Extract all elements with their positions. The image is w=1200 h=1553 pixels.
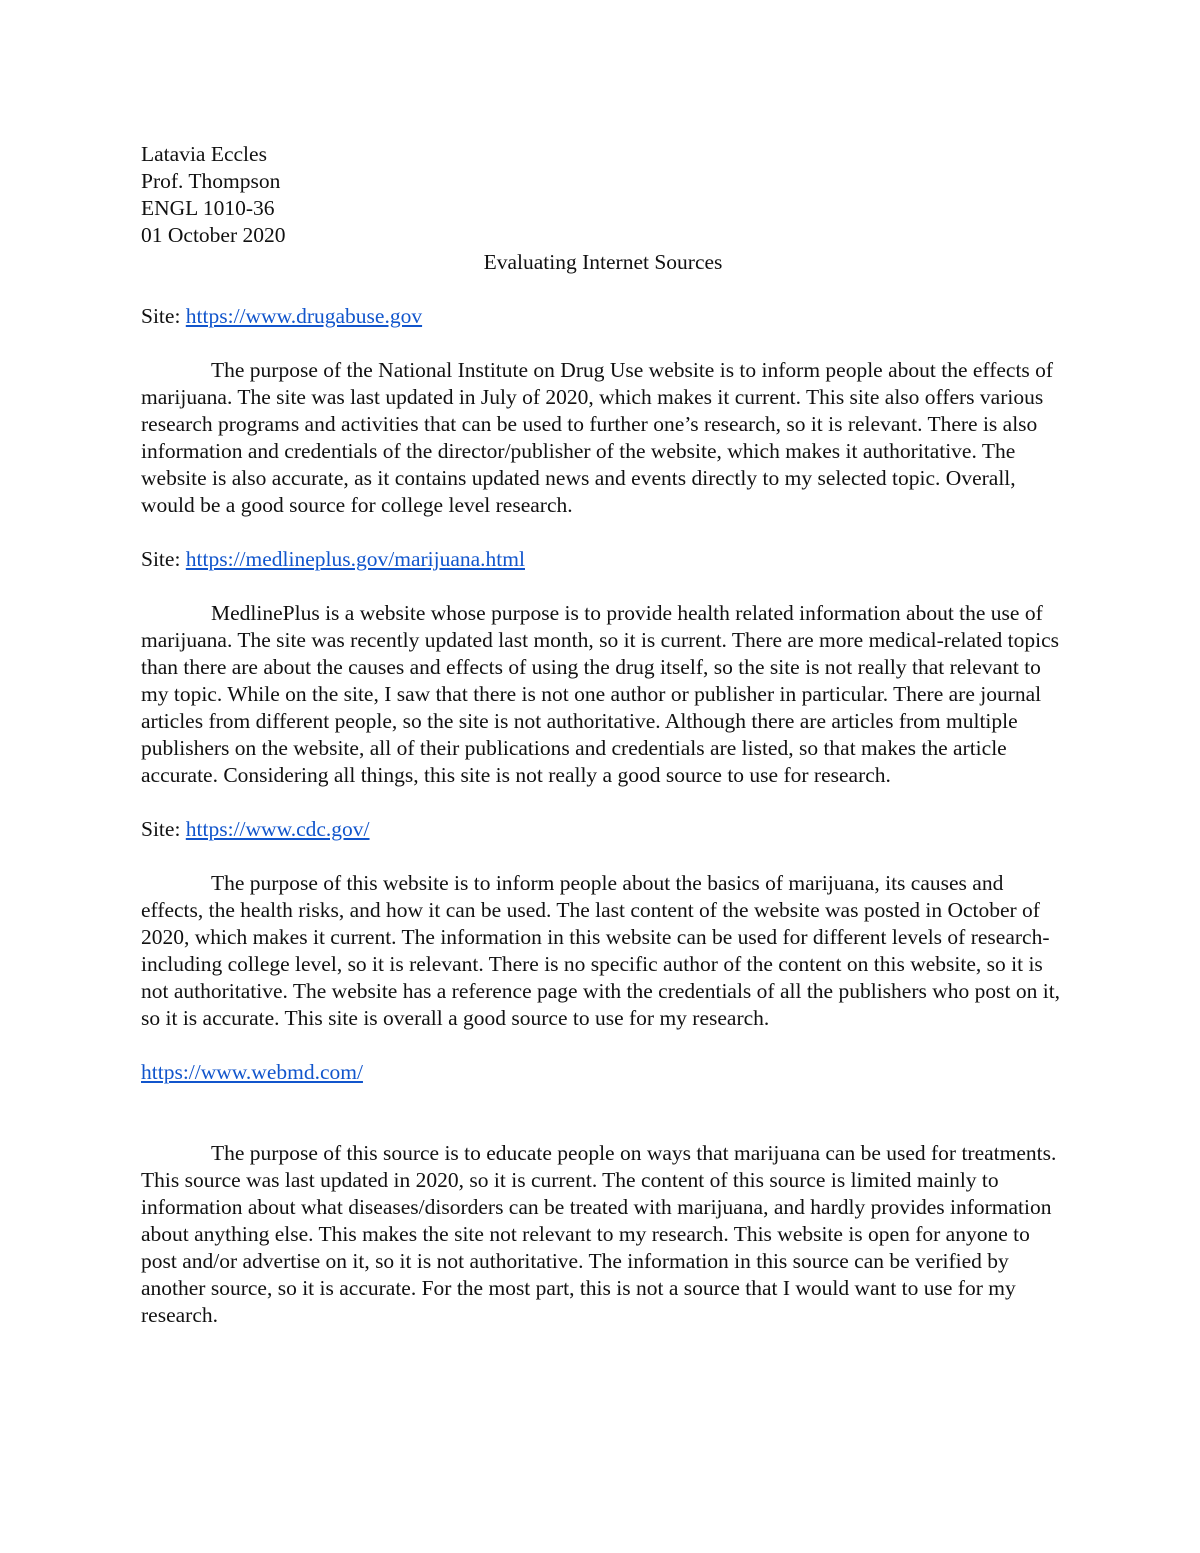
document-title: Evaluating Internet Sources bbox=[483, 250, 723, 274]
site-label: Site: bbox=[141, 304, 186, 328]
site-line-drugabuse bbox=[141, 303, 1065, 330]
spacer bbox=[141, 276, 1065, 303]
spacer bbox=[141, 1086, 1065, 1113]
site-label: Site: bbox=[141, 817, 186, 841]
cdc-link[interactable]: https://www.cdc.gov/ bbox=[185, 817, 370, 841]
drugabuse-link[interactable]: https://www.drugabuse.gov bbox=[185, 304, 423, 328]
spacer bbox=[141, 1032, 1065, 1059]
document-body bbox=[141, 141, 1065, 1329]
site-label: Site: bbox=[141, 547, 186, 571]
webmd-paragraph: The purpose of this source is to educate people on ways that marijuana can be used for treatments. This source was last updated in 2020, so it is current. The content of this source is limited mainly to information about what diseases/disorders can be treated with marijuana, and hardly provides information about anything else. This makes the site not relevant to my research. This website is open for anyone to post and/or advertise on it, so it is not authoritative. The information in this source can be verified by another source, so it is accurate. For the most part, this is not a source that I would want to use for my research. bbox=[141, 1141, 1057, 1327]
site-line-cdc bbox=[141, 816, 1065, 843]
spacer bbox=[141, 519, 1065, 546]
site-line-webmd bbox=[141, 1059, 1065, 1086]
medlineplus-paragraph: MedlinePlus is a website whose purpose is to provide health related information about the use of marijuana. The site was recently updated last month, so it is current. There are more medical-related topics than there are about the causes and effects of using the drug itself, so the site is not really that relevant to my topic. While on the site, I saw that there is not one author or publisher in particular. There are journal articles from different people, so the site is not authoritative. Although there are articles from multiple publishers on the website, all of their publications and credentials are listed, so that makes the article accurate. Considering all things, this site is not really a good source to use for research. bbox=[141, 601, 1060, 787]
spacer bbox=[141, 1113, 1065, 1140]
document-date: 01 October 2020 bbox=[141, 223, 286, 247]
drugabuse-paragraph: The purpose of the National Institute on Drug Use website is to inform people about the effects of marijuana. The site was last updated in July of 2020, which makes it current. This site also offers various research programs and activities that can be used to further one’s research, so it is relevant. There is also information and credentials of the director/publisher of the website, which makes it authoritative. The website is also accurate, as it contains updated news and events directly to my selected topic. Overall, would be a good source for college level research. bbox=[141, 358, 1054, 517]
author-name: Latavia Eccles bbox=[141, 142, 267, 166]
spacer bbox=[141, 573, 1065, 600]
course-code: ENGL 1010-36 bbox=[141, 196, 275, 220]
webmd-link[interactable]: https://www.webmd.com/ bbox=[141, 1060, 363, 1084]
spacer bbox=[141, 843, 1065, 870]
spacer bbox=[141, 330, 1065, 357]
site-line-medlineplus bbox=[141, 546, 1065, 573]
medlineplus-link[interactable]: https://medlineplus.gov/marijuana.html bbox=[185, 547, 525, 571]
instructor-name: Prof. Thompson bbox=[141, 169, 281, 193]
spacer bbox=[141, 789, 1065, 816]
cdc-paragraph: The purpose of this website is to inform people about the basics of marijuana, its causes and effects, the health risks, and how it can be used. The last content of the website was posted in October of 2020, which makes it current. The information in this website can be used for different levels of research-including college level, so it is relevant. There is no specific author of the content on this website, so it is not authoritative. The website has a reference page with the credentials of all the publishers who post on it, so it is accurate. This site is overall a good source to use for my research. bbox=[141, 871, 1061, 1030]
